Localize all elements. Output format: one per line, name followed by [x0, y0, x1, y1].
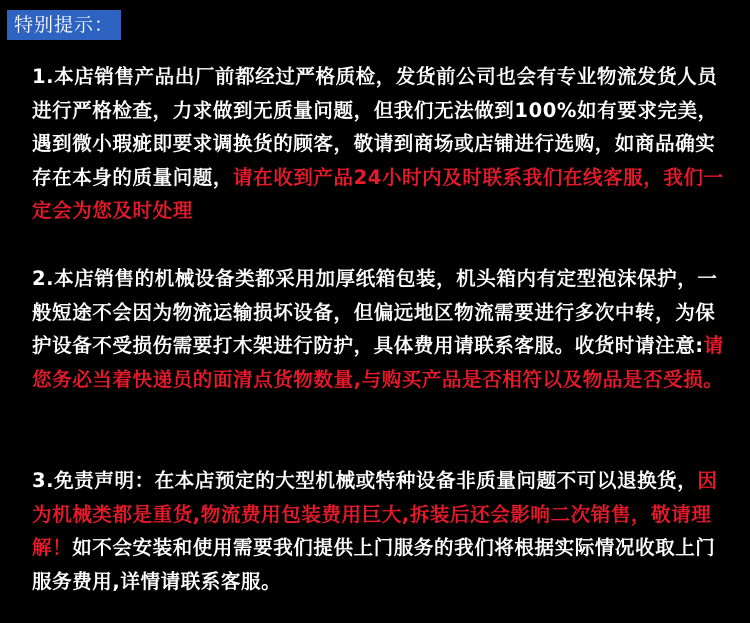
- notice-paragraph-1: [32, 60, 732, 228]
- notice-1-text: 1.本店销售产品出厂前都经过严格质检，发货前公司也会有专业物流发货人员进行严格检查，力求做到无质量问题，但我们无法做到100%如有要求完美，遇到微小瑕疵即要求调换货的顾客，敬请到商场或店铺进行选购，如商品确实存在本身的质量问题，: [32, 65, 718, 189]
- notice-3-text-before: 3.免责声明：在本店预定的大型机械或特种设备非质量问题不可以退换货，: [32, 469, 698, 492]
- notice-paragraph-2: [32, 262, 732, 396]
- notice-1-highlight: 请在收到产品24小时内及时联系我们在线客服，我们一定会为您及时处理: [32, 165, 724, 222]
- notice-title-badge: 特别提示：: [7, 10, 121, 40]
- notice-2-text: 2.本店销售的机械设备类都采用加厚纸箱包装，机头箱内有定型泡沫保护，一般短途不会因为物流运输损坏设备，但偏远地区物流需要进行多次中转，为保护设备不受损伤需要打木架进行防护，具体费用请联系客服。收货时请注意:: [32, 267, 718, 357]
- notice-2-highlight: 请您务必当着快递员的面清点货物数量,与购买产品是否相符以及物品是否受损。: [32, 334, 724, 391]
- notice-3-text-after: 如不会安装和使用需要我们提供上门服务的我们将根据实际情况收取上门服务费用,详情请联系客服。: [32, 536, 716, 593]
- notice-paragraph-3: [32, 464, 732, 598]
- notice-3-highlight: 因为机械类都是重货,物流费用包装费用巨大,拆装后还会影响二次销售，敬请理解！: [32, 469, 718, 559]
